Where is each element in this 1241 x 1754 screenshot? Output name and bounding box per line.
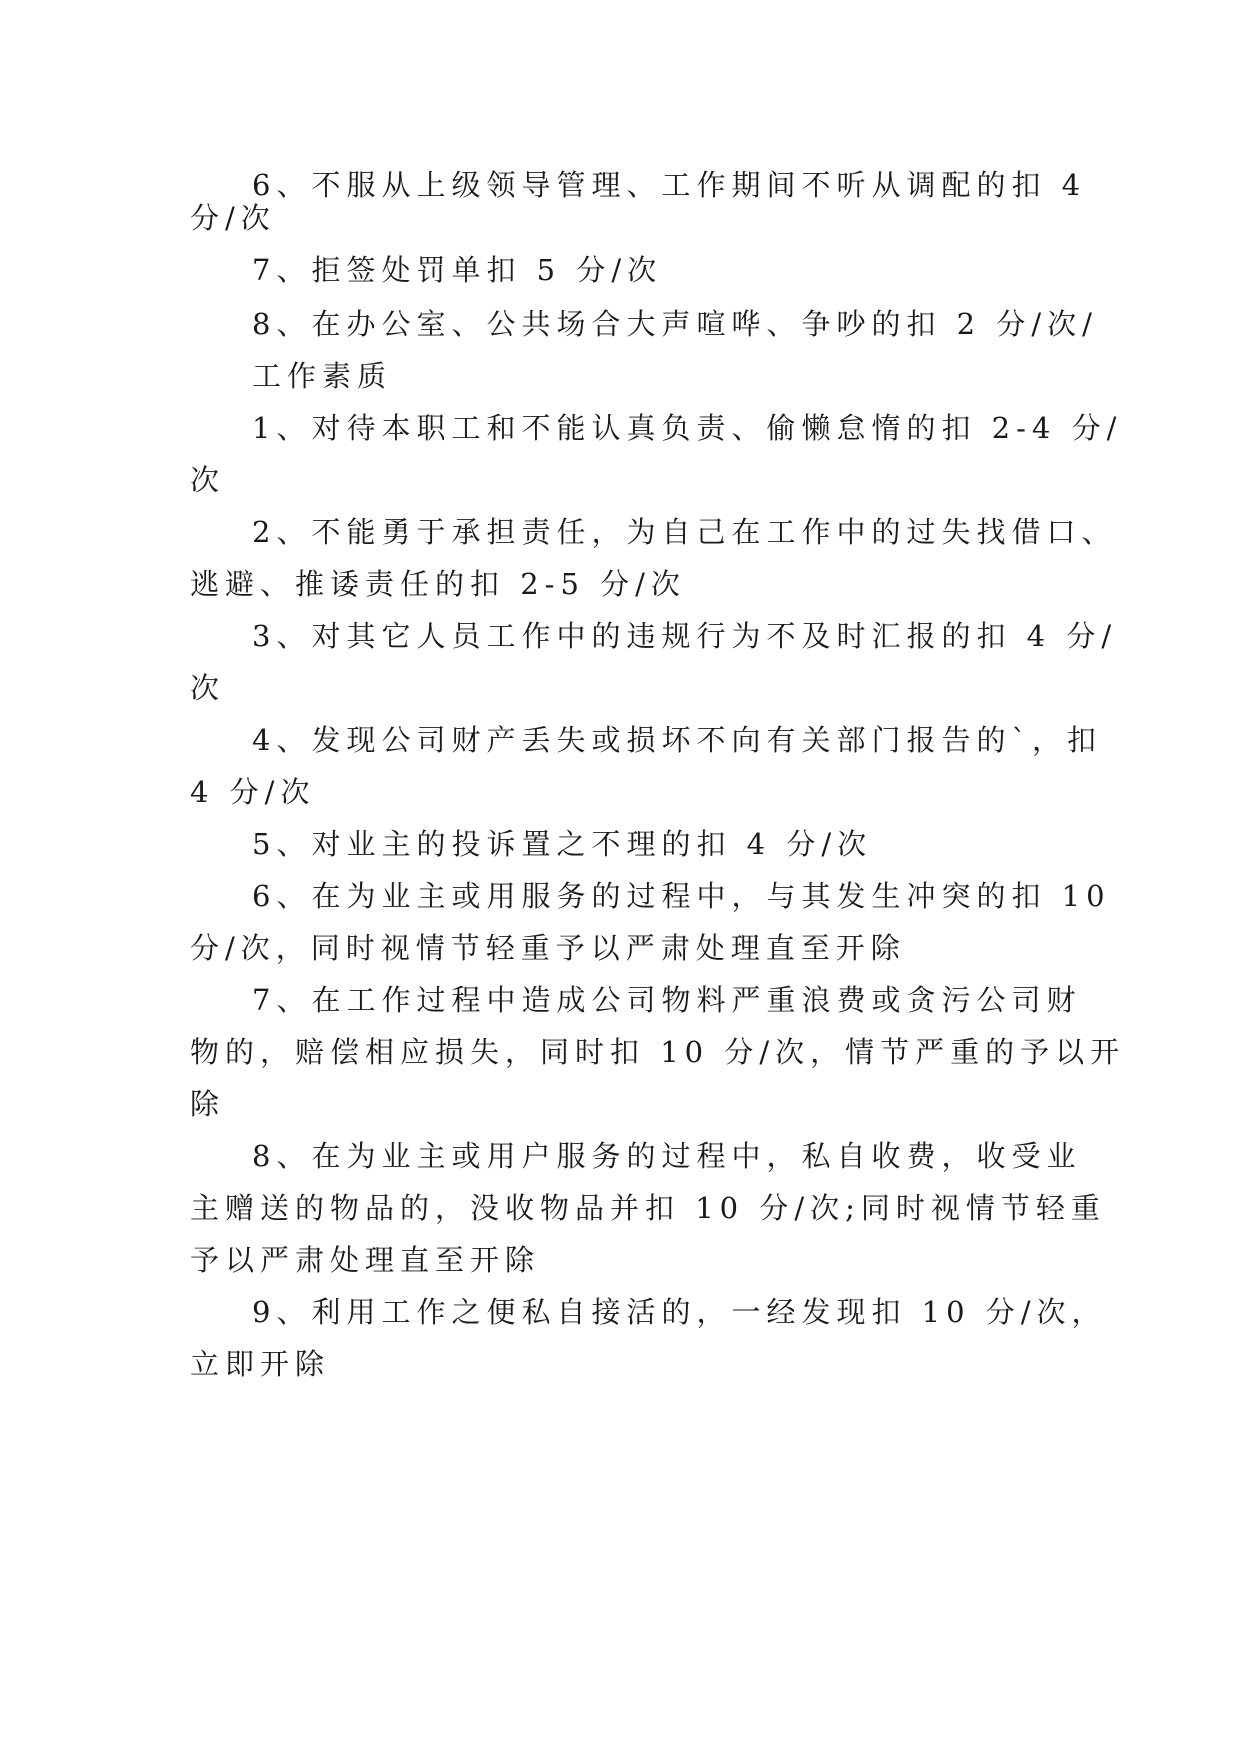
rule-line: 物的，赔偿相应损失，同时扣 10 分/次，情节严重的予以开 — [190, 1035, 1126, 1069]
rule-line: 分/次 — [190, 201, 276, 235]
rule-line: 4 分/次 — [190, 775, 316, 809]
rule-line: 6、不服从上级领导管理、工作期间不听从调配的扣 4 — [252, 168, 1087, 202]
section-heading: 工作素质 — [252, 359, 393, 393]
rule-line: 主赠送的物品的，没收物品并扣 10 分/次;同时视情节轻重 — [190, 1191, 1106, 1225]
rule-line: 7、拒签处罚单扣 5 分/次 — [252, 253, 663, 287]
rule-line: 4、发现公司财产丢失或损坏不向有关部门报告的`，扣 — [252, 723, 1102, 757]
rule-line: 次 — [190, 463, 226, 497]
rule-line: 3、对其它人员工作中的违规行为不及时汇报的扣 4 分/ — [252, 619, 1118, 653]
rule-line: 5、对业主的投诉置之不理的扣 4 分/次 — [252, 827, 873, 861]
rule-line: 次 — [190, 671, 226, 705]
rule-line: 6、在为业主或用服务的过程中，与其发生冲突的扣 10 — [252, 879, 1111, 913]
rule-line: 逃避、推诿责任的扣 2-5 分/次 — [190, 567, 686, 601]
rule-line: 分/次，同时视情节轻重予以严肃处理直至开除 — [190, 931, 906, 965]
rule-line: 立即开除 — [190, 1347, 331, 1381]
rule-line: 2、不能勇于承担责任，为自己在工作中的过失找借口、 — [252, 515, 1117, 549]
rule-line: 8、在办公室、公共场合大声喧哗、争吵的扣 2 分/次/ — [252, 307, 1098, 341]
rule-line: 7、在工作过程中造成公司物料严重浪费或贪污公司财 — [252, 983, 1082, 1017]
rule-line: 8、在为业主或用户服务的过程中，私自收费，收受业 — [252, 1139, 1082, 1173]
rule-line: 1、对待本职工和不能认真负责、偷懒怠惰的扣 2-4 分/ — [252, 411, 1123, 445]
rule-line: 予以严肃处理直至开除 — [190, 1243, 541, 1277]
rule-line: 除 — [190, 1087, 226, 1121]
rule-line: 9、利用工作之便私自接活的，一经发现扣 10 分/次， — [252, 1295, 1107, 1329]
